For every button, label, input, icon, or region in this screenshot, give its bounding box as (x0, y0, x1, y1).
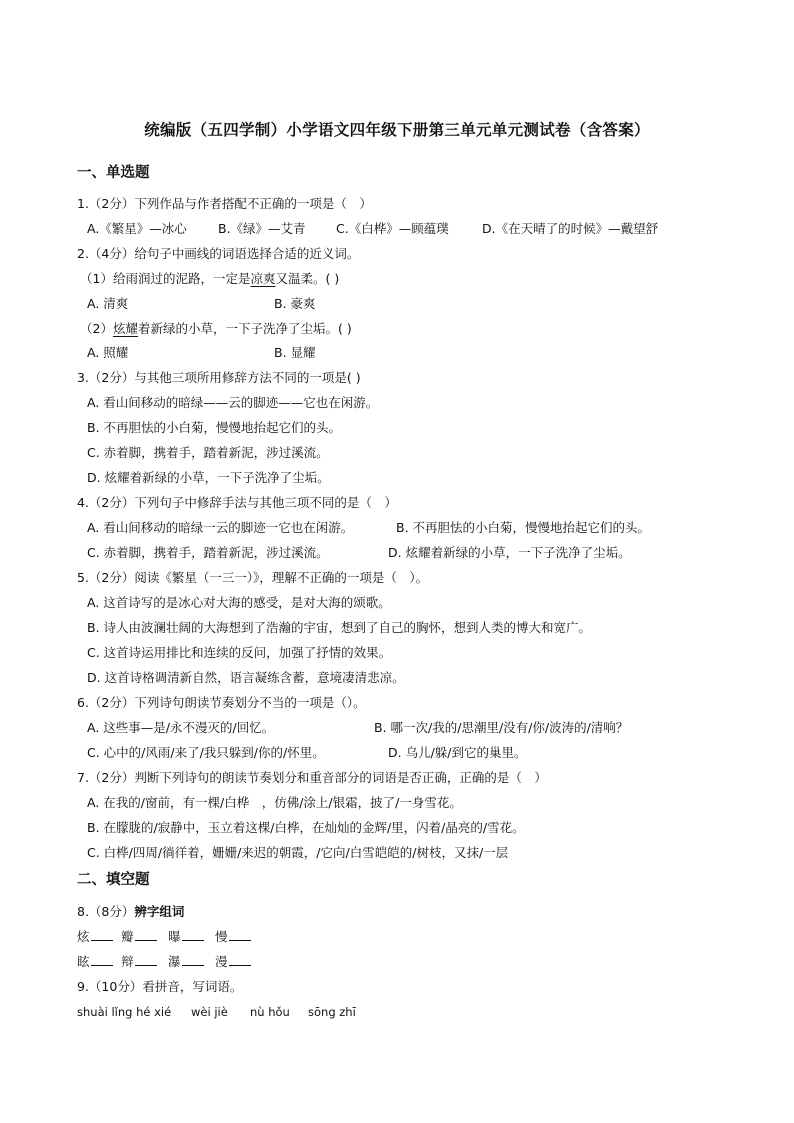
question-9-pinyin-2: wèi jiè (191, 1005, 228, 1019)
question-4-option-d: D. 炫耀着新绿的小草，一下子洗净了尘垢。 (388, 545, 631, 560)
page-title: 统编版（五四学制）小学语文四年级下册第三单元单元测试卷（含答案） (144, 121, 650, 139)
question-7-option-c: C. 白桦/四周/徜徉着，姗姗/来迟的朝霞，/它向/白雪皑皑的/树枝，又抹/一层 (87, 845, 509, 860)
question-4-option-b: B. 不再胆怯的小白菊，慢慢地抬起它们的头。 (396, 520, 651, 535)
question-9-stem: 9.（10分）看拼音，写词语。 (77, 979, 243, 994)
question-6-option-d: D. 乌儿/躲/到它的巢里。 (388, 745, 527, 760)
question-6-stem: 6.（2分）下列诗句朗读节奏划分不当的一项是（）。 (77, 695, 366, 710)
question-8-row-1-item (77, 928, 113, 946)
question-6-option-b: B. 哪一次/我的/思潮里/没有/你/波涛的/清响？ (374, 720, 629, 735)
answer-blank[interactable] (135, 928, 157, 941)
question-8-char: 瀑 (168, 954, 181, 969)
question-5-option-d: D. 这首诗格调清新自然，语言凝练含蓄，意境凄清悲凉。 (87, 670, 405, 685)
question-6-option-c: C. 心中的/风雨/来了/我只躲到/你的/怀里。 (87, 745, 325, 760)
question-2-sub-1-underlined-word: 凉爽 (250, 271, 276, 286)
question-8-row-2-item (77, 953, 113, 971)
question-1-option-b: B.《绿》—艾青 (218, 221, 306, 236)
answer-blank[interactable] (135, 953, 157, 966)
question-4-option-c: C. 赤着脚，携着手，踏着新泥，涉过溪流。 (87, 545, 329, 560)
question-2-sub-1-prefix: （1）给雨润过的泥路，一定是 (80, 271, 251, 286)
question-3-option-a: A. 看山间移动的暗绿——云的脚迹——它也在闲游。 (87, 395, 379, 410)
question-8-stem-prefix: 8.（8分） (77, 904, 135, 919)
question-9-pinyin-4: sōng zhī (308, 1005, 356, 1019)
question-3-stem: 3.（2分）与其他三项所用修辞方法不同的一项是( ) (77, 370, 361, 385)
answer-blank[interactable] (229, 928, 251, 941)
question-8-row-1-item (168, 928, 204, 946)
question-2-sub-2-underlined-word: 炫耀 (112, 321, 138, 336)
question-5-option-b: B. 诗人由波澜壮阔的大海想到了浩瀚的宇宙，想到了自己的胸怀，想到人类的博大和宽广。 (87, 620, 592, 635)
question-8-char: 眩 (77, 954, 90, 969)
answer-blank[interactable] (182, 953, 204, 966)
question-8-row-2-item (215, 953, 251, 971)
answer-blank[interactable] (91, 928, 113, 941)
answer-blank[interactable] (182, 928, 204, 941)
question-2-sub-1 (80, 270, 339, 288)
question-6-option-a: A. 这些事—是/永不漫灭的/回忆。 (87, 720, 275, 735)
question-8-row-1-item (215, 928, 251, 946)
question-4-option-a: A. 看山间移动的暗绿一云的脚迹一它也在闲游。 (87, 520, 354, 535)
question-1-option-c: C.《白桦》—顾蕴璞 (336, 221, 449, 236)
question-1-stem: 1.（2分）下列作品与作者搭配不正确的一项是（ ） (77, 196, 372, 211)
question-8-row-2-item (168, 953, 204, 971)
question-2-sub-1-option-a: A. 清爽 (87, 296, 129, 311)
question-5-stem: 5.（2分）阅读《繁星（一三一）》，理解不正确的一项是（ ）。 (77, 570, 429, 585)
answer-blank[interactable] (91, 953, 113, 966)
question-8-char: 慢 (215, 929, 228, 944)
question-7-option-a: A. 在我的/窗前，有一棵/白桦 ，仿佛/涂上/银霜，披了/一身雪花。 (87, 795, 462, 810)
question-8-char: 辩 (121, 954, 134, 969)
question-2-sub-2-option-b: B. 显耀 (274, 345, 316, 360)
answer-blank[interactable] (229, 953, 251, 966)
question-8-row-2-item (121, 953, 157, 971)
question-1-option-d: D.《在天晴了的时候》—戴望舒 (482, 221, 659, 236)
question-2-sub-2-prefix: （2） (80, 321, 113, 336)
question-4-stem: 4.（2分）下列句子中修辞手法与其他三项不同的是（ ） (77, 495, 397, 510)
question-8-char: 瓣 (121, 929, 134, 944)
question-2-sub-2-suffix: 着新绿的小草，一下子洗净了尘垢。( ) (137, 321, 352, 336)
question-5-option-c: C. 这首诗运用排比和连续的反问，加强了抒情的效果。 (87, 645, 392, 660)
question-2-sub-2 (80, 320, 352, 338)
question-2-stem: 2.（4分）给句子中画线的词语选择合适的近义词。 (77, 246, 360, 261)
question-3-option-c: C. 赤着脚，携着手，踏着新泥，涉过溪流。 (87, 445, 329, 460)
question-8-char: 曝 (168, 929, 181, 944)
question-8-stem (77, 903, 184, 921)
question-3-option-b: B. 不再胆怯的小白菊，慢慢地抬起它们的头。 (87, 420, 342, 435)
section-heading-single-choice: 一、单选题 (77, 165, 150, 181)
question-1-option-a: A.《繁星》—冰心 (87, 221, 187, 236)
question-8-row-1-item (121, 928, 157, 946)
question-7-option-b: B. 在朦胧的/寂静中，玉立着这棵/白桦，在灿灿的金辉/里，闪着/晶亮的/雪花。 (87, 820, 525, 835)
question-8-char: 炫 (77, 929, 90, 944)
question-5-option-a: A. 这首诗写的是冰心对大海的感受，是对大海的颂歌。 (87, 595, 391, 610)
question-3-option-d: D. 炫耀着新绿的小草，一下子洗净了尘垢。 (87, 470, 330, 485)
question-2-sub-2-option-a: A. 照耀 (87, 345, 129, 360)
question-9-pinyin-3: nù hǒu (250, 1005, 290, 1019)
question-8-char: 漫 (215, 954, 228, 969)
section-heading-fill-in: 二、填空题 (77, 872, 150, 888)
question-8-stem-bold: 辨字组词 (134, 904, 185, 919)
question-9-pinyin-1: shuài lǐng hé xié (77, 1005, 172, 1019)
question-2-sub-1-suffix: 又温柔。( ) (275, 271, 340, 286)
question-7-stem: 7.（2分）判断下列诗句的朗读节奏划分和重音部分的词语是否正确，正确的是（ ） (77, 770, 547, 785)
question-2-sub-1-option-b: B. 豪爽 (274, 296, 316, 311)
